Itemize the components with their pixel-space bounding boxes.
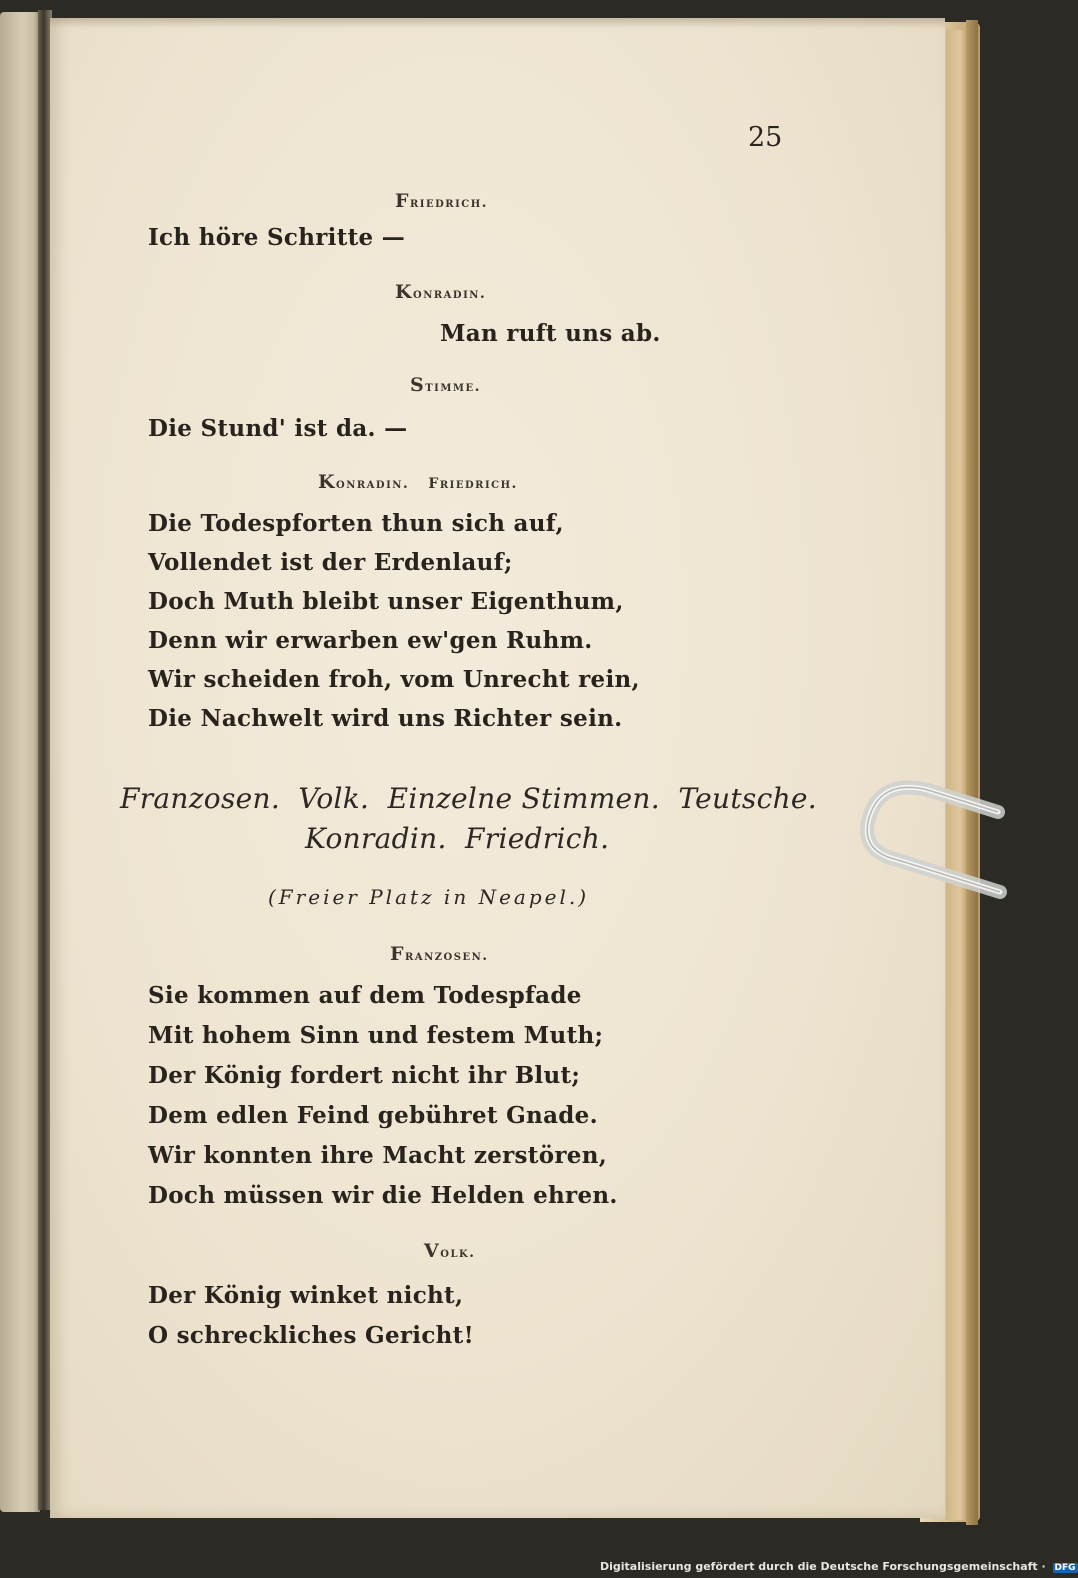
verse-line: O schreckliches Gericht! <box>148 1322 474 1349</box>
speaker-volk: Volk. <box>424 1240 476 1262</box>
stage-direction: (Freier Platz in Neapel.) <box>268 885 590 909</box>
speaker-franzosen: Franzosen. <box>390 943 489 965</box>
verse-line: Man ruft uns ab. <box>440 320 661 347</box>
page-number: 25 <box>748 122 783 153</box>
scene-cast-line-1: Franzosen. Volk. Einzelne Stimmen. Teutsche. <box>120 782 817 815</box>
verse-line: Ich höre Schritte — <box>148 224 406 251</box>
verse-line: Doch Muth bleibt unser Eigenthum, <box>148 588 624 615</box>
speaker-friedrich: Friedrich. <box>395 190 489 212</box>
digitization-credit: Digitalisierung gefördert durch die Deutsche Forschungsgemeinschaft · DFG <box>600 1560 1076 1573</box>
verse-line: Mit hohem Sinn und festem Muth; <box>148 1022 604 1049</box>
verse-line: Denn wir erwarben ew'gen Ruhm. <box>148 627 593 654</box>
dfg-logo: DFG <box>1054 1563 1076 1573</box>
verse-line: Vollendet ist der Erdenlauf; <box>148 549 513 576</box>
verse-line: Dem edlen Feind gebühret Gnade. <box>148 1102 598 1129</box>
verse-line: Sie kommen auf dem Todespfade <box>148 982 582 1009</box>
paper-clip-icon <box>858 782 1000 902</box>
verse-line: Die Nachwelt wird uns Richter sein. <box>148 705 623 732</box>
verse-line: Wir konnten ihre Macht zerstören, <box>148 1142 608 1169</box>
speaker-stimme: Stimme. <box>410 374 481 396</box>
verse-line: Wir scheiden froh, vom Unrecht rein, <box>148 666 640 693</box>
verse-line: Doch müssen wir die Helden ehren. <box>148 1182 618 1209</box>
verse-line: Die Stund' ist da. — <box>148 415 408 442</box>
verse-line: Die Todespforten thun sich auf, <box>148 510 564 537</box>
previous-page-edge <box>0 12 40 1512</box>
page-edges-outer <box>966 20 978 1525</box>
speaker-konradin-friedrich: Konradin. Friedrich. <box>318 471 518 493</box>
verse-line: Der König winket nicht, <box>148 1282 464 1309</box>
speaker-konradin: Konradin. <box>395 281 487 303</box>
verse-line: Der König fordert nicht ihr Blut; <box>148 1062 581 1089</box>
scene-cast-line-2: Konradin. Friedrich. <box>305 822 610 855</box>
